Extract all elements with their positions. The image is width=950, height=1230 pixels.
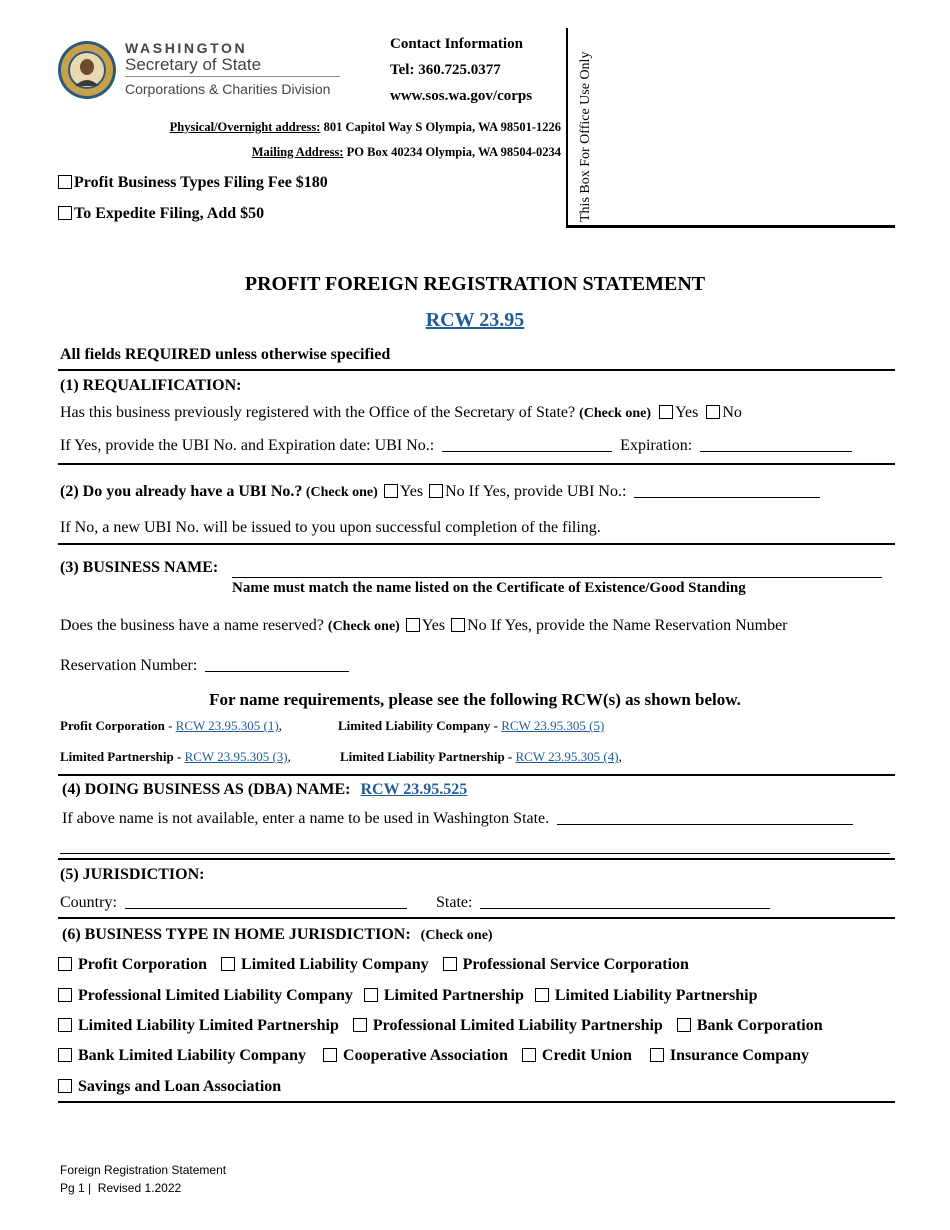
rcw-23-95-link[interactable]: RCW 23.95 [425,309,525,331]
dba-name-field-2[interactable] [60,853,890,854]
required-note: All fields REQUIRED unless otherwise specified [60,346,391,363]
type-bank-llc-checkbox[interactable] [58,1048,72,1062]
s1-ubi-field[interactable] [442,451,612,452]
footer-title: Foreign Registration Statement [60,1163,227,1177]
s6-row-3: Limited Liability Limited Partnership Professional Limited Liability Partnership Bank Corporation [58,1017,823,1035]
fee-expedite-option[interactable]: To Expedite Filing, Add $50 [58,205,264,223]
s1-question: Has this business previously registered with the Office of the Secretary of State? (Check one) Yes No [60,404,742,421]
type-lllp-checkbox[interactable] [58,1018,72,1032]
ref-link-llp[interactable]: RCW 23.95.305 (4) [515,749,619,764]
s1-heading: (1) REQUALIFICATION: [60,377,242,394]
type-cooperative-association-checkbox[interactable] [323,1048,337,1062]
s6-heading-row: (6) BUSINESS TYPE IN HOME JURISDICTION: (Check one) [62,926,493,943]
logo-line1: WASHINGTON [125,40,248,56]
ref-link-lp[interactable]: RCW 23.95.305 (3) [184,749,288,764]
fee-filing-checkbox[interactable] [58,175,72,189]
logo-line3: Corporations & Charities Division [125,81,331,97]
s4-heading-row: (4) DOING BUSINESS AS (DBA) NAME: RCW 23.95.525 [62,781,468,798]
s3-ref-1: Limited Liability Company - RCW 23.95.305 (5) [338,718,605,733]
s6-row-1: Profit Corporation Limited Liability Company Professional Service Corporation [58,956,689,974]
contact-title: Contact Information [390,36,523,52]
s6-row-2: Professional Limited Liability Company Limited Partnership Limited Liability Partnership [58,987,758,1005]
fee-expedite-checkbox[interactable] [58,206,72,220]
s3-ref-0: Profit Corporation - RCW 23.95.305 (1), [60,718,282,733]
type-savings-loan-checkbox[interactable] [58,1079,72,1093]
mailing-address: Mailing Address: PO Box 40234 Olympia, WA 98504-0234 [251,145,561,159]
s3-reserved-row: Does the business have a name reserved? (Check one) Yes No If Yes, provide the Name Reservation Number [60,617,788,634]
type-pllp-checkbox[interactable] [353,1018,367,1032]
s5-country-row: Country: [60,894,407,912]
contact-tel: Tel: 360.725.0377 [390,62,501,78]
country-field[interactable] [125,908,407,909]
s1-ubi-row: If Yes, provide the UBI No. and Expiration date: UBI No.: Expiration: [60,437,852,455]
s2-ubi-field[interactable] [634,497,820,498]
type-professional-service-corp-checkbox[interactable] [443,957,457,971]
office-use-box [566,28,895,228]
s5-heading: (5) JURISDICTION: [60,866,205,883]
s5-state-row: State: [436,894,770,912]
type-pllc-checkbox[interactable] [58,988,72,1002]
type-profit-corporation-checkbox[interactable] [58,957,72,971]
s1-yes-checkbox[interactable] [659,405,673,419]
s1-expiration-field[interactable] [700,451,852,452]
s4-line-row: If above name is not available, enter a name to be used in Washington State. [62,810,853,828]
s6-row-5: Savings and Loan Association [58,1078,281,1096]
physical-address: Physical/Overnight address: 801 Capitol Way S Olympia, WA 98501-1226 [169,120,561,134]
s6-row-4: Bank Limited Liability Company Cooperative Association Credit Union Insurance Company [58,1047,809,1065]
type-credit-union-checkbox[interactable] [522,1048,536,1062]
logo-line2: Secretary of State [125,55,262,74]
s3-name-note: Name must match the name listed on the Certificate of Existence/Good Standing [232,580,746,596]
ref-link-llc[interactable]: RCW 23.95.305 (5) [501,718,605,733]
footer-page: Pg 1 | Revised 1.2022 [60,1181,182,1195]
contact-web: www.sos.wa.gov/corps [390,88,533,104]
s3-ref-2: Limited Partnership - RCW 23.95.305 (3), [60,749,291,764]
s3-no-checkbox[interactable] [451,618,465,632]
s3-req-heading: For name requirements, please see the following RCW(s) as shown below. [209,690,741,709]
agency-logo [57,40,357,100]
rcw-23-95-525-link[interactable]: RCW 23.95.525 [360,781,468,798]
type-bank-corporation-checkbox[interactable] [677,1018,691,1032]
form-title: PROFIT FOREIGN REGISTRATION STATEMENT [244,273,706,295]
s3-heading: (3) BUSINESS NAME: [60,559,219,576]
business-name-field[interactable] [232,560,882,578]
fee-filing-option[interactable]: Profit Business Types Filing Fee $180 [58,174,328,192]
type-insurance-company-checkbox[interactable] [650,1048,664,1062]
s2-note: If No, a new UBI No. will be issued to you upon successful completion of the filing. [60,519,601,536]
type-lp-checkbox[interactable] [364,988,378,1002]
s3-reservation-row: Reservation Number: [60,657,349,675]
state-field[interactable] [480,908,770,909]
s3-yes-checkbox[interactable] [406,618,420,632]
s2-yes-checkbox[interactable] [384,484,398,498]
office-use-label: This Box For Office Use Only [578,51,593,222]
reservation-number-field[interactable] [205,671,349,672]
type-llp-checkbox[interactable] [535,988,549,1002]
dba-name-field[interactable] [557,824,853,825]
ref-link-profit-corp[interactable]: RCW 23.95.305 (1) [175,718,279,733]
s2-row: (2) Do you already have a UBI No.? (Check one) Yes No If Yes, provide UBI No.: [60,483,820,501]
s1-no-checkbox[interactable] [706,405,720,419]
s3-ref-3: Limited Liability Partnership - RCW 23.95.305 (4), [340,749,622,764]
s2-no-checkbox[interactable] [429,484,443,498]
type-llc-checkbox[interactable] [221,957,235,971]
state-seal-icon [57,40,117,100]
